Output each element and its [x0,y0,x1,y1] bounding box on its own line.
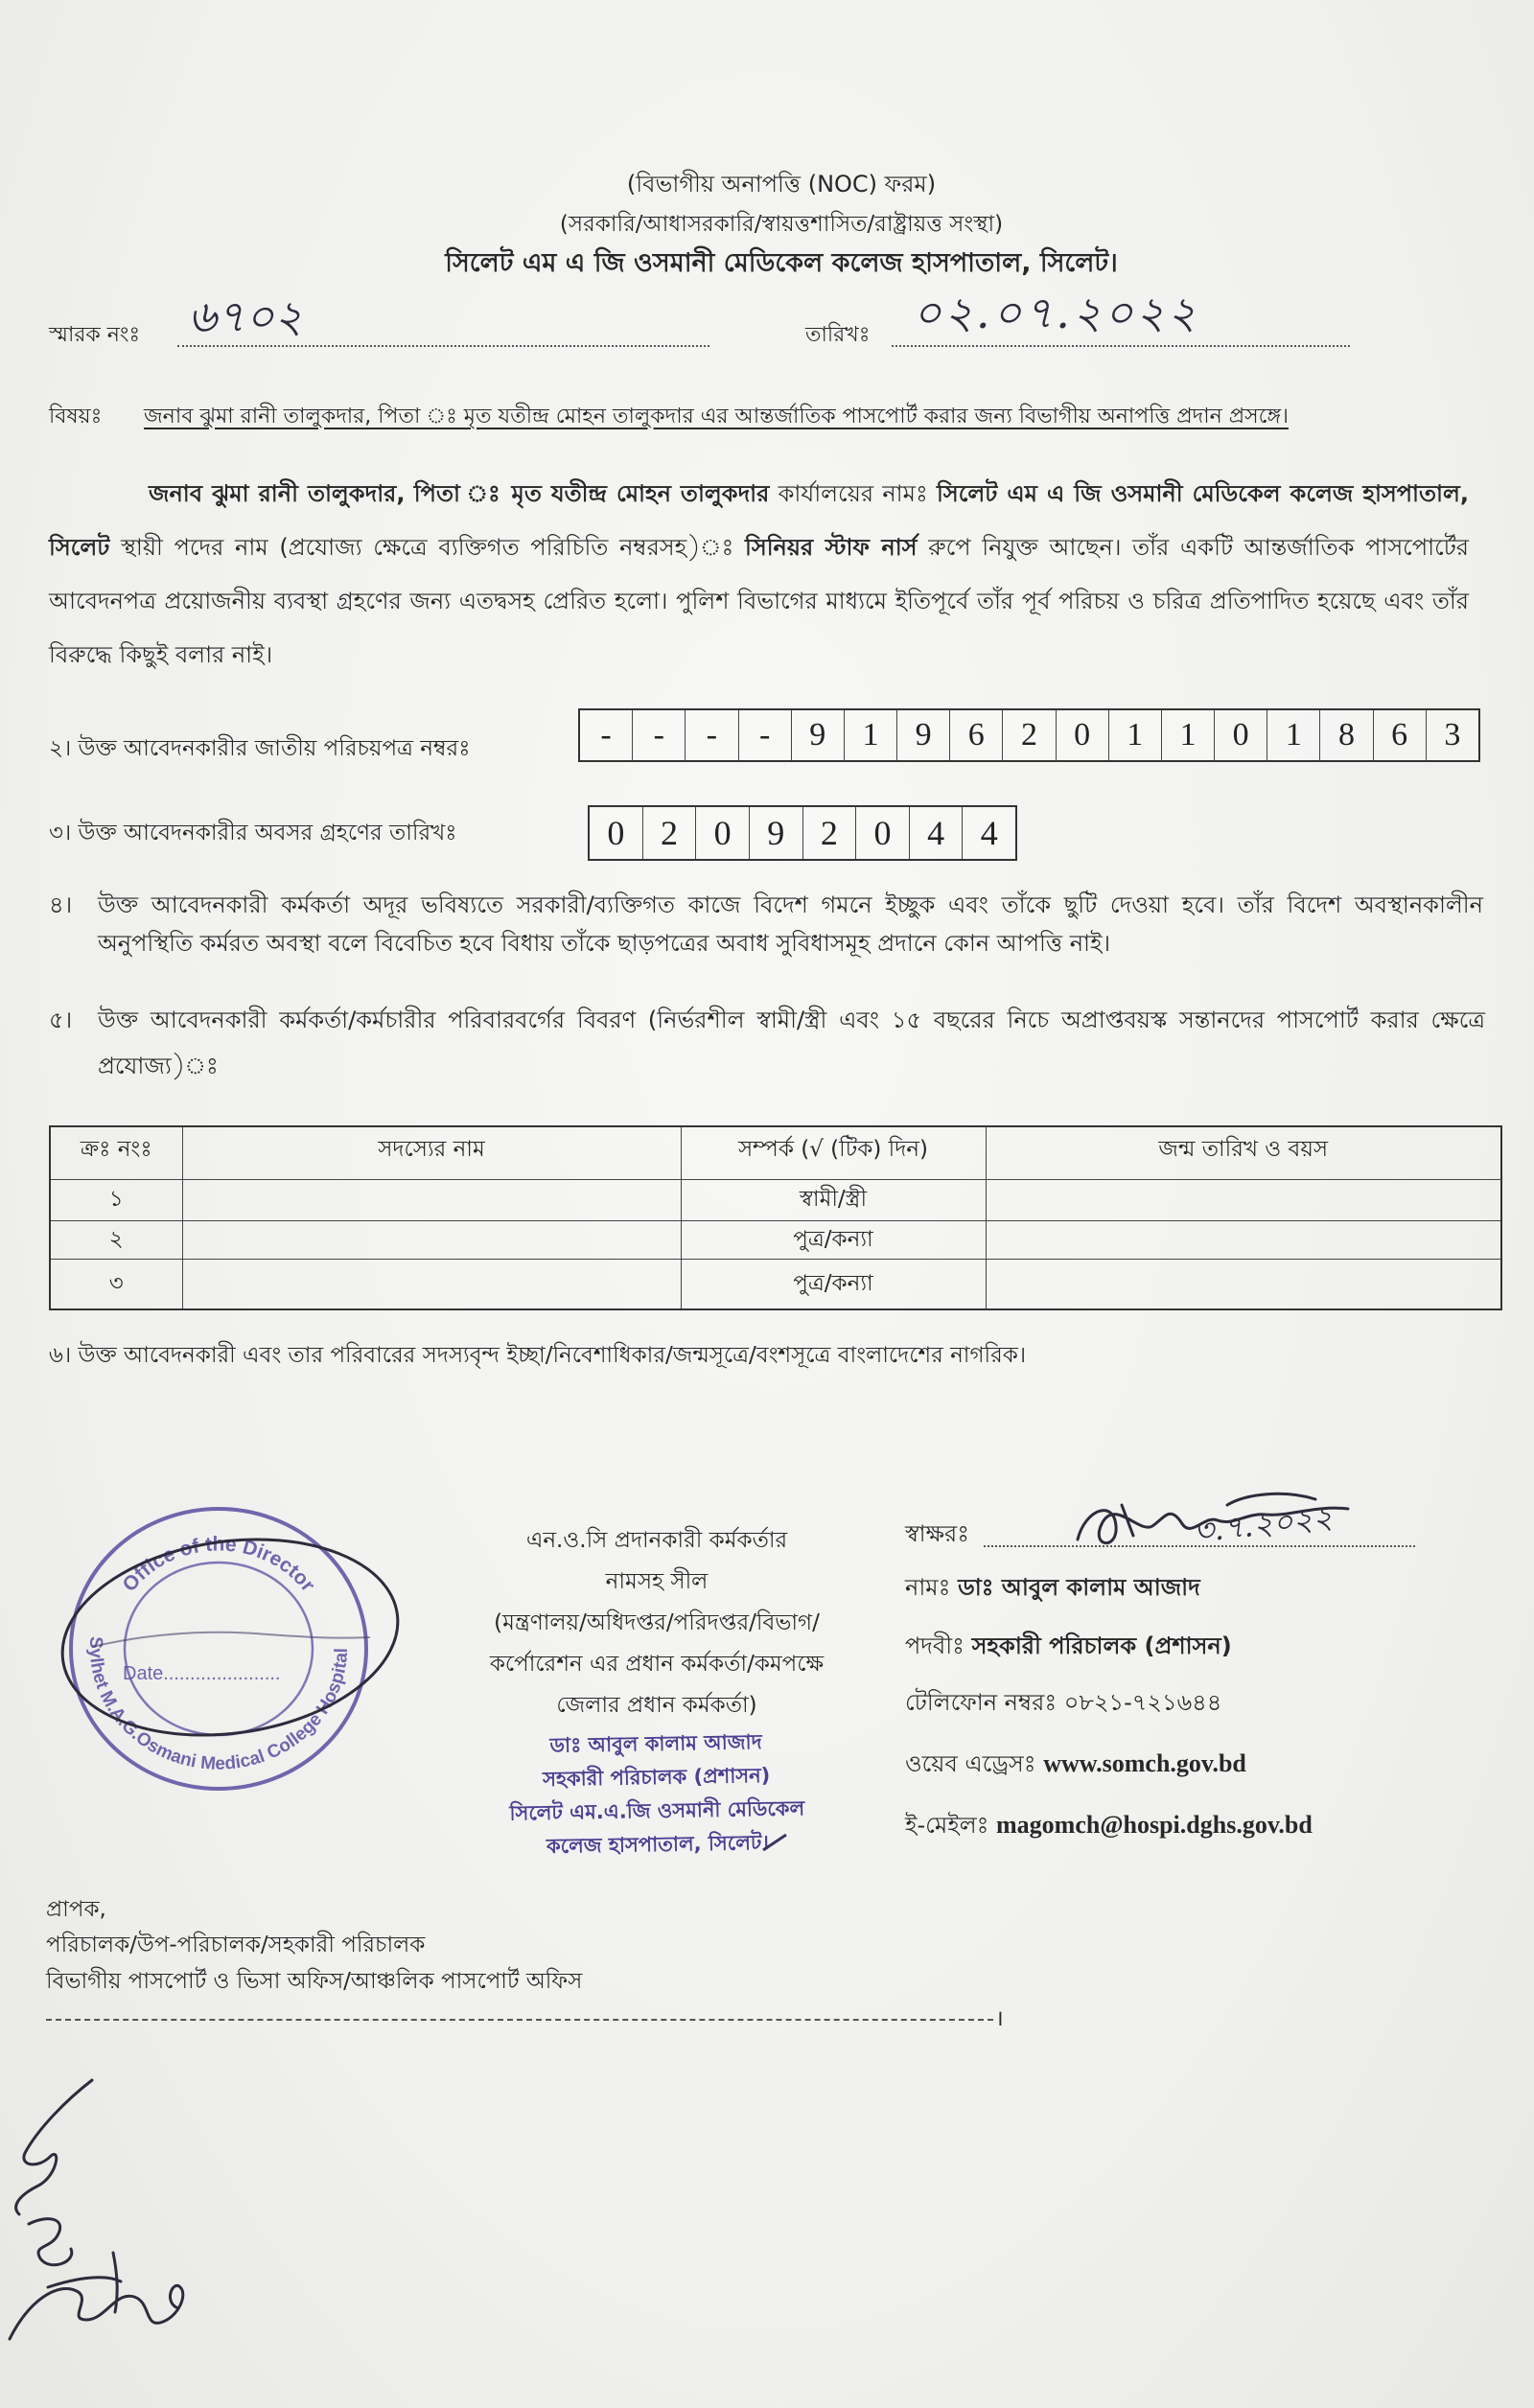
recipient-label: প্রাপক, [46,1897,106,1922]
recipient-dashed-line [46,2019,993,2021]
form-title: (বিভাগীয় অনাপত্তি (NOC) ফরম) [626,171,937,197]
office-name: সিলেট এম এ জি ওসমানী মেডিকেল কলেজ হাসপাতাল, সিলেট [49,480,1469,561]
officer-caption-line: (মন্ত্রণালয়/অধিদপ্তর/পরিদপ্তর/বিভাগ/ [494,1610,820,1635]
retirement-digit-cell: 4 [980,814,998,852]
serial-cell: ৩ [50,1259,182,1309]
recipient-line-1: পরিচালক/উপ-পরিচালক/সহকারী পরিচালক [46,1933,426,1957]
noc-officer-caption [403,1520,911,1726]
signatory-name-row [905,1568,1200,1607]
officer-name-stamp [402,1723,912,1865]
signatory-designation: সহকারী পরিচালক (প্রশাসন) [971,1632,1232,1659]
nid-digit-cell: - [580,710,633,760]
serial-cell: ২ [50,1220,182,1259]
seal-overprint-stroke [92,1632,370,1647]
nid-digit-cell: 3 [1444,717,1461,752]
retirement-digit-cell: 9 [750,807,803,859]
subject-label: বিষয়ঃ [49,405,103,428]
nid-digit-cell: 1 [1162,710,1215,760]
dob-age-cell [986,1220,1501,1259]
member-name-cell [182,1220,681,1259]
nid-digit-cell: - [739,710,792,760]
seal-top-textpath: Office of the Director [118,1533,319,1596]
nid-digit-cell: 1 [1109,710,1162,760]
retirement-digit-cell: 0 [856,807,910,859]
table-header-row [50,1126,1501,1179]
handwritten-initials [0,2061,221,2368]
email-row [905,1806,1313,1844]
nid-digit-cell: 0 [1057,710,1109,760]
nid-digit-cell: - [686,710,738,760]
date-dotted-line [892,345,1350,347]
organization-type: (সরকারি/আধাসরকারি/স্বায়ত্তশাসিত/রাষ্ট্রায়ত্ত সংস্থা) [559,212,1004,237]
memo-label: স্মারক নংঃ [49,323,141,347]
nid-digit-cell: 1 [1267,710,1320,760]
dob-age-cell [986,1179,1501,1220]
signature-label: স্বাক্ষরঃ [905,1520,970,1547]
subject-text: জনাব ঝুমা রানী তালুকদার, পিতা ঃ মৃত যতীন্দ্র মোহন তালুকদার এর আন্তর্জাতিক পাসপোর্ট করার জন্য বিভাগীয় অনাপত্তি প্রদান প্রসঙ্গে। [144,405,1289,428]
applicant-father: পিতা ঃ মৃত যতীন্দ্র মোহন তালুকদার [413,480,770,507]
body-paragraph [49,467,1469,682]
phone-number: ০৮২১-৭২১৬৪৪ [1063,1689,1222,1716]
officer-caption-line: এন.ও.সি প্রদানকারী কর্মকর্তার [525,1528,788,1553]
office-label: কার্যালয়ের নামঃ [778,480,928,507]
retirement-digit-cell: 2 [803,807,857,859]
phone-row [905,1683,1221,1722]
nid-digit-cell: 9 [792,710,845,760]
date-label: তারিখঃ [805,323,871,347]
nid-digit-cell: 1 [845,710,897,760]
nid-digit-cell: 9 [897,710,950,760]
officer-caption-line: কর্পোরেশন এর প্রধান কর্মকর্তা/কমপক্ষে [489,1652,825,1677]
paragraph-rest: রুপে নিযুক্ত আছেন। তাঁর একটি আন্তর্জাতিক পাসপোর্টের আবেদনপত্র প্রয়োজনীয় ব্যবস্থা গ্রহণের জন্য এতদ্বসহ প্রেরিত হলো। পুলিশ বিভাগের মাধ্যমে ইতিপূর্বে তাঁর পূর্ব পরিচয় ও চরিত্র প্রতিপাদিত হয়েছে এবং তাঁর বিরুদ্ধে কিছুই বলার নাই। [49,534,1469,668]
retirement-digit-cell: 2 [643,807,697,859]
seal-date-label: Date...................... [123,1663,281,1684]
nid-digit-cell: - [633,710,686,760]
nid-digit-cell: 2 [1003,710,1056,760]
post-name: সিনিয়র স্টাফ নার্স [744,534,918,561]
nid-label: ২। উক্ত আবেদনকারীর জাতীয় পরিচয়পত্র নম্বরঃ [49,736,471,761]
seal-inner-ring [125,1563,313,1735]
item6-text: ৬। উক্ত আবেদনকারী এবং তার পরিবারের সদস্যবৃন্দ ইচ্ছা/নিবেশাধিকার/জন্মসূত্রে/বংশসূত্রে বাংলাদেশের নাগরিক। [49,1343,1027,1368]
family-table [49,1125,1502,1310]
post-label: স্থায়ী পদের নাম (প্রযোজ্য ক্ষেত্রে ব্যক্তিগত পরিচিতি নম্বরসহ)ঃ [121,534,734,561]
stamp-line: সিলেট এম.এ.জি ওসমানী মেডিকেল [509,1796,805,1825]
header-member-name: সদস্যের নাম [182,1126,681,1179]
nid-digit-cell: 0 [1215,710,1267,760]
nid-box [578,708,1480,762]
header-relation: সম্পর্ক (√ (টিক) দিন) [681,1126,986,1179]
seal-ring-textpath: Sylhet M.A.G.Osmani Medical College Hospital [84,1635,353,1774]
office-seal [54,1495,418,1802]
web-address: www.somch.gov.bd [1043,1749,1246,1777]
nid-digit-cell: 8 [1320,710,1373,760]
item5-text: উক্ত আবেদনকারী কর্মকর্তা/কর্মচারীর পরিবারবর্গের বিবরণ (নির্ভরশীল স্বামী/স্ত্রী এবং ১৫ বছরের নিচে অপ্রাপ্তবয়স্ক সন্তানদের পাসপোর্ট করার ক্ষেত্রে প্রযোজ্য)ঃ [98,1007,1485,1079]
institution-name: সিলেট এম এ জি ওসমানী মেডিকেল কলেজ হাসপাতাল, সিলেট। [445,248,1118,278]
relation-cell: পুত্র/কন্যা [681,1220,986,1259]
memo-date: ০২.০৭.২০২২ [913,287,1199,338]
signatory-name: ডাঃ আবুল কালাম আজাদ [958,1574,1200,1601]
relation-cell: স্বামী/স্ত্রী [681,1179,986,1220]
memo-dotted-line [177,345,709,347]
stamp-pen-mark [757,1827,796,1856]
applicant-name: জনাব ঝুমা রানী তালুকদার, [149,480,406,507]
email-label: ই-মেইলঃ [905,1812,989,1839]
table-row [50,1179,1501,1220]
member-name-cell [182,1259,681,1309]
phone-label: টেলিফোন নম্বরঃ [905,1689,1058,1716]
recipient-end-mark: । [995,2006,1004,2031]
designation-label: পদবীঃ [905,1632,965,1659]
retirement-digit-cell: 4 [910,807,964,859]
retirement-digit-cell: 0 [696,807,750,859]
dob-age-cell [986,1259,1501,1309]
signature-date: ৩.৭.২০২২ [1192,1498,1335,1550]
name-label: নামঃ [905,1574,951,1601]
item4-text: উক্ত আবেদনকারী কর্মকর্তা অদূর ভবিষ্যতে সরকারী/ব্যক্তিগত কাজে বিদেশ গমনে ইচ্ছুক এবং তাঁকে ছুটি দেওয়া হবে। তাঁর বিদেশ অবস্থানকালীন অনুপস্থিতি কর্মরত অবস্থা বলে বিবেচিত হবে বিধায় তাঁকে ছাড়পত্রের অবাধ সুবিধাসমূহ প্রদানে কোন আপত্তি নাই। [98,891,1483,957]
retirement-label: ৩। উক্ত আবেদনকারীর অবসর গ্রহণের তারিখঃ [49,821,457,845]
header-serial: ক্রঃ নংঃ [50,1126,182,1179]
retirement-date-box [588,805,1017,861]
nid-digit-cell: 6 [950,710,1003,760]
officer-caption-line: নামসহ সীল [605,1569,709,1594]
web-row [905,1745,1246,1783]
header-dob-age: জন্ম তারিখ ও বয়স [986,1126,1501,1179]
item5-number: ৫। [49,1007,73,1033]
serial-cell: ১ [50,1179,182,1220]
retirement-digit-cell: 0 [590,807,643,859]
memo-number: ৬৭০২ [188,290,303,342]
officer-caption-line: জেলার প্রধান কর্মকর্তা) [556,1693,757,1718]
relation-cell: পুত্র/কন্যা [681,1259,986,1309]
stamp-line: সহকারী পরিচালক (প্রশাসন) [542,1763,771,1792]
nid-digit-cell: 6 [1374,710,1427,760]
table-row [50,1220,1501,1259]
recipient-line-2: বিভাগীয় পাসপোর্ট ও ভিসা অফিস/আঞ্চলিক পাসপোর্ট অফিস [46,1969,583,1994]
email-address: magomch@hospi.dghs.gov.bd [996,1811,1313,1839]
member-name-cell [182,1179,681,1220]
stamp-line: কলেজ হাসপাতাল, সিলেট। [546,1830,770,1859]
table-row [50,1259,1501,1309]
item4-number: ৪। [49,891,73,918]
stamp-line: ডাঃ আবুল কালাম আজাদ [549,1730,762,1757]
designation-row [905,1627,1232,1665]
web-label: ওয়েব এড্রেসঃ [905,1750,1036,1777]
